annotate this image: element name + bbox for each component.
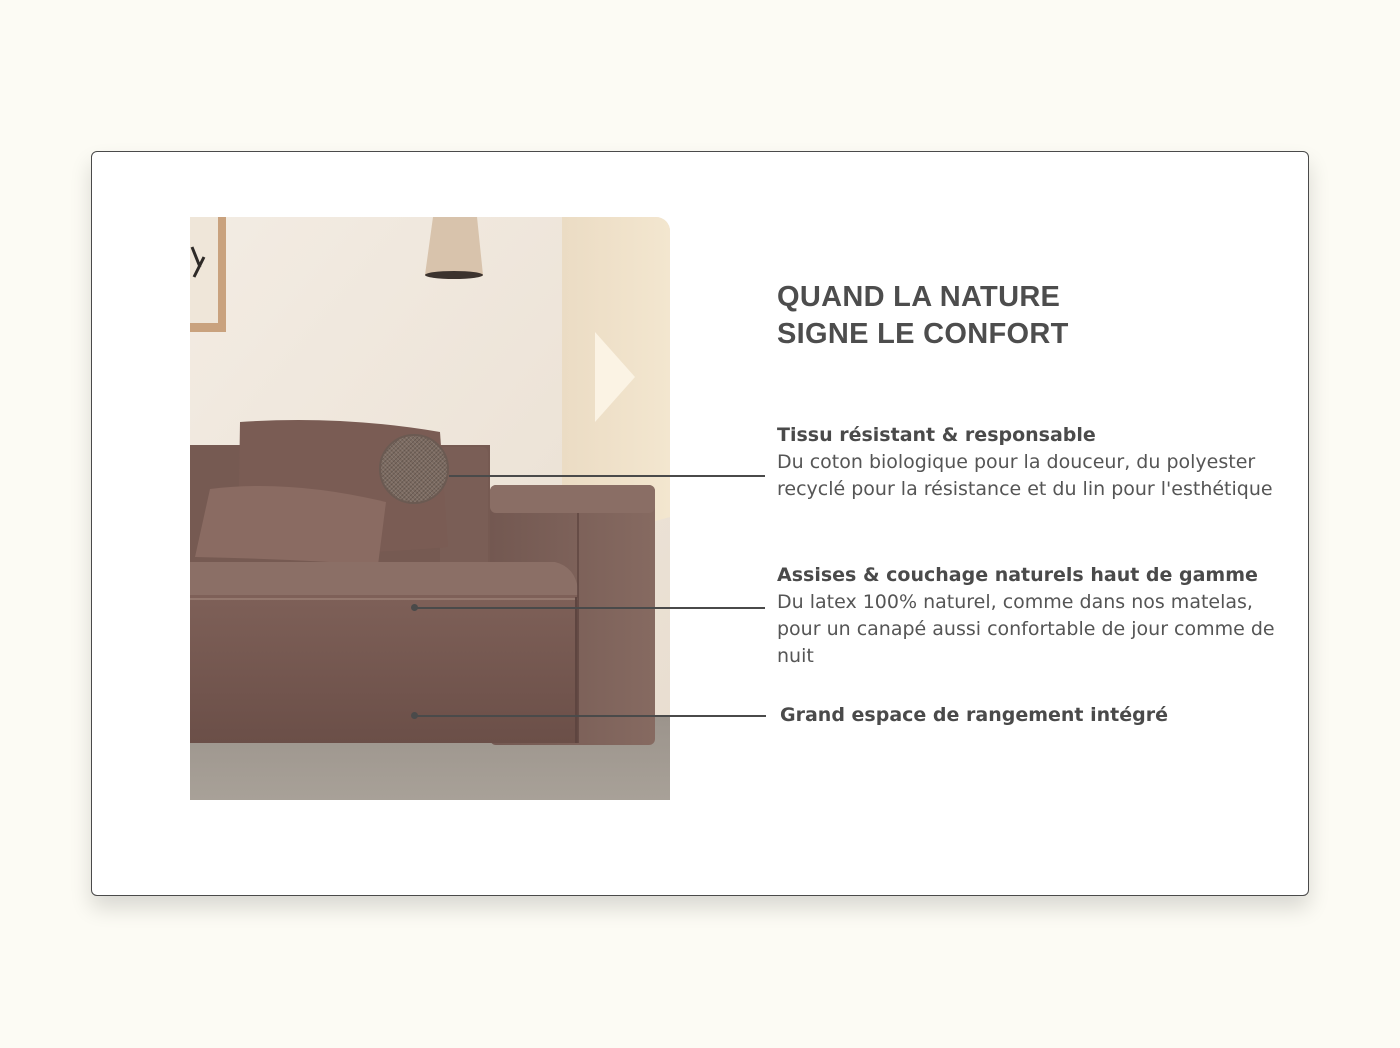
feature-storage <box>780 702 1280 729</box>
feature-description: Du latex 100% naturel, comme dans nos matelas, pour un canapé aussi confortable de jour comme de nuit <box>777 591 1275 667</box>
callout-line-storage <box>416 715 766 717</box>
section-title-line2: SIGNE LE CONFORT <box>777 318 1069 350</box>
feature-title: Tissu résistant & responsable <box>777 424 1096 446</box>
feature-title: Assises & couchage naturels haut de gamme <box>777 564 1258 586</box>
fabric-swatch-icon <box>379 434 449 504</box>
callout-line-fabric <box>449 475 765 477</box>
sofa-illustration <box>190 217 670 800</box>
section-title-line1: QUAND LA NATURE <box>777 281 1061 313</box>
feature-title: Grand espace de rangement intégré <box>780 704 1168 726</box>
feature-description: Du coton biologique pour la douceur, du polyester recyclé pour la résistance et du lin pour l'esthétique <box>777 451 1273 500</box>
sofa-photo <box>190 217 670 800</box>
callout-line-seat <box>416 607 765 609</box>
feature-seating <box>777 562 1277 670</box>
section-title <box>777 279 1069 353</box>
feature-fabric <box>777 422 1277 503</box>
